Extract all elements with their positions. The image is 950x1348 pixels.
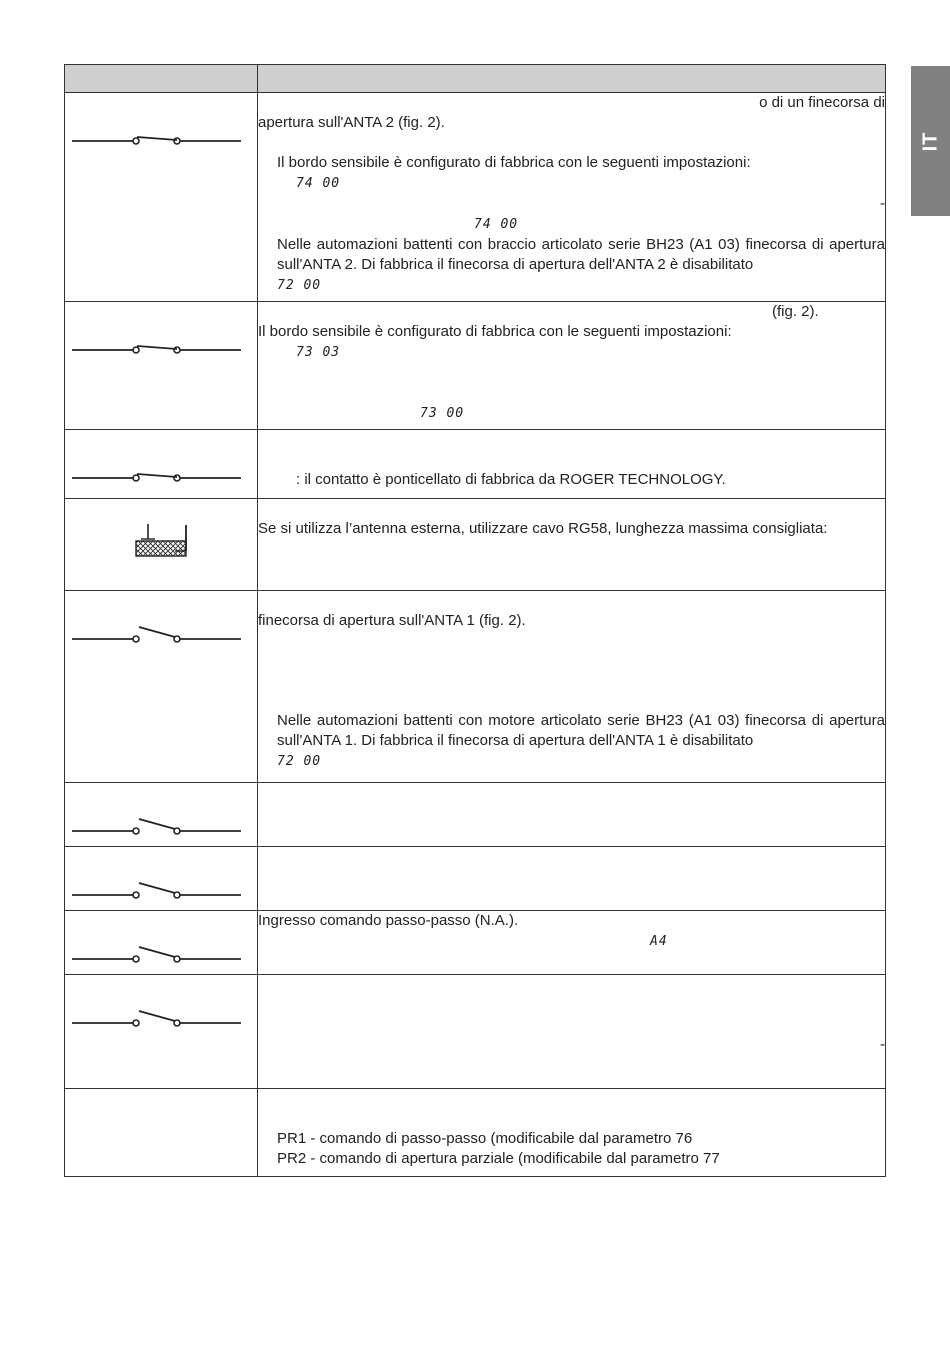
description-cell (258, 1089, 886, 1177)
symbol-cell (65, 591, 258, 783)
description-text: Se si utilizza l’antenna esterna, utilizzare cavo RG58, lunghezza massima consigliata: (258, 520, 828, 537)
description-text: - (880, 1036, 885, 1053)
description-cell (258, 591, 886, 783)
description-line (258, 153, 885, 173)
segment-display-text: 72 00 (277, 278, 322, 293)
description-line (258, 651, 885, 671)
parameter-display-value (258, 751, 885, 772)
no-contact-icon (71, 811, 243, 841)
description-line (258, 671, 885, 691)
language-tab-label: IT (919, 131, 941, 151)
description-line (258, 1089, 885, 1109)
description-line (258, 1109, 885, 1129)
no-contact-icon (71, 619, 243, 649)
description-line (258, 194, 885, 214)
description-line (258, 302, 885, 322)
segment-display-text: 74 00 (296, 176, 341, 191)
description-text: PR2 - comando di apertura parziale (modificabile dal parametro 77 (277, 1150, 720, 1167)
description-text: - (880, 195, 885, 212)
segment-display-text: 74 00 (474, 217, 519, 232)
description-cell (258, 430, 886, 499)
description-cell (258, 499, 886, 591)
description-line (258, 975, 885, 995)
description-line (258, 711, 885, 751)
description-line (258, 611, 885, 631)
description-cell (258, 302, 886, 430)
symbol-cell (65, 499, 258, 591)
parameter-display-value (258, 173, 885, 194)
description-line (258, 691, 885, 711)
description-line (258, 1035, 885, 1055)
nc-contact-icon (71, 330, 243, 360)
parameter-display-value (258, 275, 885, 296)
parameter-display-value (258, 931, 885, 952)
no-contact-icon (71, 939, 243, 969)
description-line (258, 450, 885, 470)
table-row (65, 591, 886, 783)
description-line (258, 1015, 885, 1035)
table-row (65, 302, 886, 430)
description-text: : il contatto è ponticellato di fabbrica da ROGER TECHNOLOGY. (296, 471, 726, 488)
symbol-cell (65, 1089, 258, 1177)
table-header-row (65, 65, 886, 93)
header-cell-description (258, 65, 886, 93)
table-row (65, 1089, 886, 1177)
nc-contact-icon (71, 458, 243, 488)
segment-display-text: 73 03 (296, 345, 341, 360)
description-line (258, 322, 885, 342)
table-row (65, 499, 886, 591)
description-line (258, 133, 885, 153)
description-text: Nelle automazioni battenti con motore articolato serie BH23 (A1 03) finecorsa di apertura sull'ANTA 1. Di fabbrica il finecorsa di apertura dell'ANTA 1 è disabilitato (277, 712, 885, 749)
parameter-display-value (258, 403, 885, 424)
description-cell (258, 783, 886, 847)
description-cell (258, 911, 886, 975)
description-line (258, 470, 885, 490)
no-contact-icon (71, 875, 243, 905)
description-line (258, 995, 885, 1015)
table-row (65, 430, 886, 499)
description-text: (fig. 2). (772, 303, 819, 320)
description-text: Nelle automazioni battenti con braccio articolato serie BH23 (A1 03) finecorsa di apertura sull'ANTA 2. Di fabbrica il finecorsa di apertura dell'ANTA 2 è disabilitato (277, 236, 885, 273)
description-text: o di un finecorsa di (759, 94, 885, 111)
description-line (258, 1149, 885, 1169)
description-cell (258, 847, 886, 911)
symbol-cell (65, 430, 258, 499)
table-row (65, 975, 886, 1089)
table-row (65, 783, 886, 847)
terminal-table (64, 64, 886, 1177)
symbol-cell (65, 302, 258, 430)
parameter-display-value (258, 342, 885, 363)
description-line (258, 430, 885, 450)
segment-display-text: 73 00 (420, 406, 465, 421)
description-line (258, 519, 885, 539)
segment-display-text: 72 00 (277, 754, 322, 769)
description-text: apertura sull'ANTA 2 (fig. 2). (258, 114, 445, 131)
description-text: Ingresso comando passo-passo (N.A.). (258, 912, 519, 929)
description-text: finecorsa di apertura sull'ANTA 1 (fig. 2). (258, 612, 526, 629)
description-line (258, 363, 885, 383)
description-text: Il bordo sensibile è configurato di fabbrica con le seguenti impostazioni: (277, 154, 751, 171)
description-cell (258, 975, 886, 1089)
segment-display-text: A4 (650, 934, 668, 949)
table-row (65, 911, 886, 975)
symbol-cell (65, 975, 258, 1089)
table-row (65, 93, 886, 302)
description-line (258, 631, 885, 651)
description-line (258, 383, 885, 403)
parameter-display-value (258, 214, 885, 235)
description-line (258, 911, 885, 931)
header-cell-symbol (65, 65, 258, 93)
description-line (258, 591, 885, 611)
description-text: Il bordo sensibile è configurato di fabbrica con le seguenti impostazioni: (258, 323, 732, 340)
description-line (258, 499, 885, 519)
nc-contact-icon (71, 121, 243, 151)
language-tab (911, 66, 950, 216)
no-contact-icon (71, 1003, 243, 1033)
symbol-cell (65, 847, 258, 911)
symbol-cell (65, 911, 258, 975)
description-line (258, 113, 885, 133)
description-line (258, 93, 885, 113)
description-line (258, 1129, 885, 1149)
symbol-cell (65, 93, 258, 302)
antenna-icon (133, 521, 189, 561)
description-line (258, 235, 885, 275)
description-text: PR1 - comando di passo-passo (modificabile dal parametro 76 (277, 1130, 693, 1147)
description-cell (258, 93, 886, 302)
table-row (65, 847, 886, 911)
symbol-cell (65, 783, 258, 847)
